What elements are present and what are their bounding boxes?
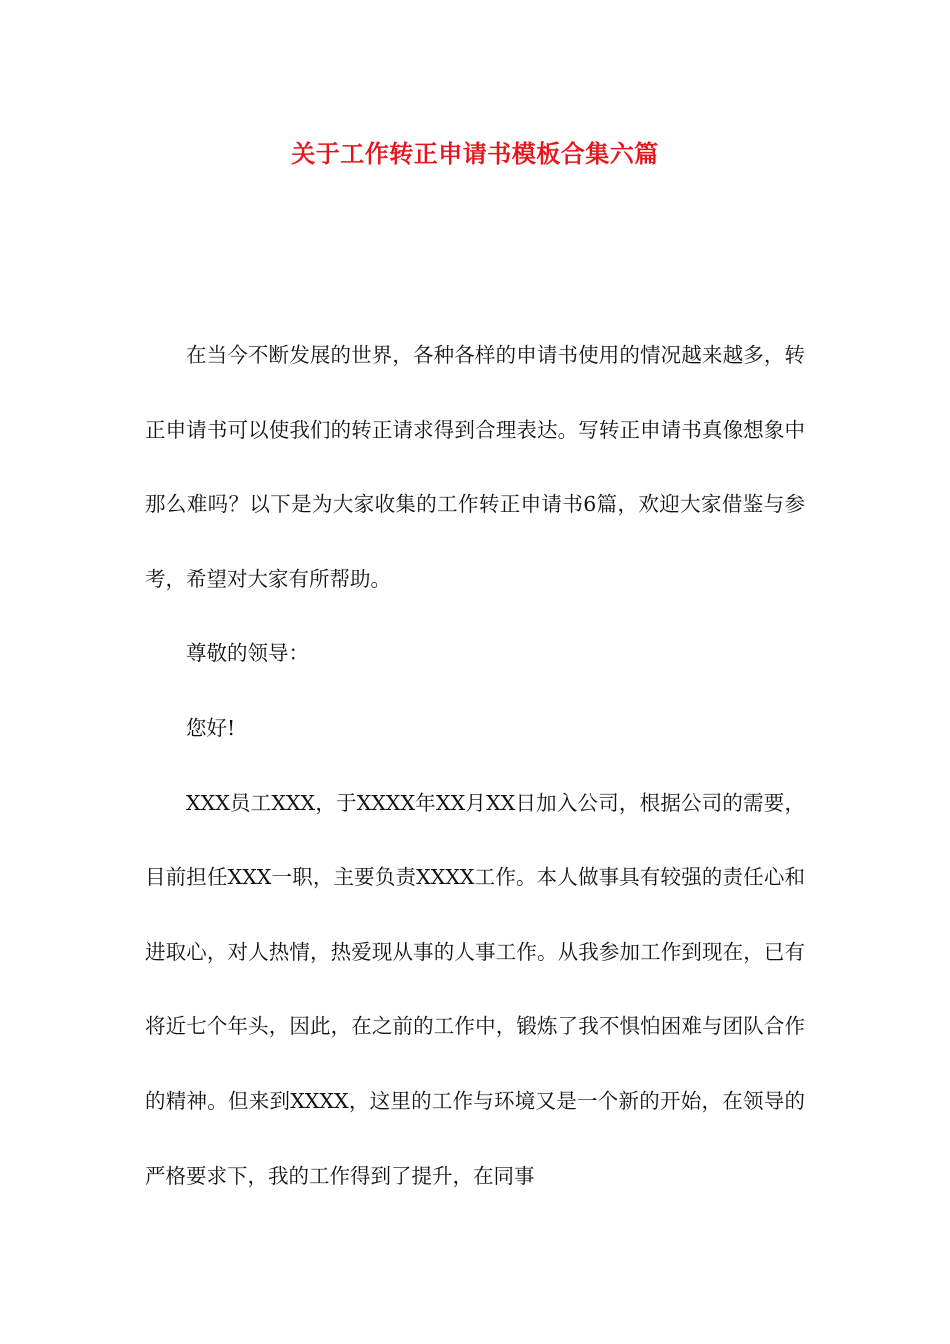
intro-paragraph: 在当今不断发展的世界，各种各样的申请书使用的情况越来越多，转正申请书可以使我们的转正请求得到合理表达。写转正申请书真像想象中那么难吗？以下是为大家收集的工作转正申请书6篇，欢迎大家借鉴与参考，希望对大家有所帮助。 <box>145 343 805 591</box>
document-body <box>145 318 805 1213</box>
greeting: 您好! <box>186 715 236 740</box>
document-title: 关于工作转正申请书模板合集六篇 <box>291 139 659 168</box>
salutation: 尊敬的领导： <box>186 641 309 666</box>
body-paragraph: XXX员工XXX，于XXXX年XX月XX日加入公司，根据公司的需要，目前担任XXX一职，主要负责XXXX工作。本人做事具有较强的责任心和进取心，对人热情，热爱现从事的人事工作。从我参加工作到现在，已有将近七个年头，因此，在之前的工作中，锻炼了我不惧怕困难与团队合作的精神。但来到XXXX，这里的工作与环境又是一个新的开始，在领导的严格要求下，我的工作得到了提升，在同事 <box>145 790 805 1188</box>
